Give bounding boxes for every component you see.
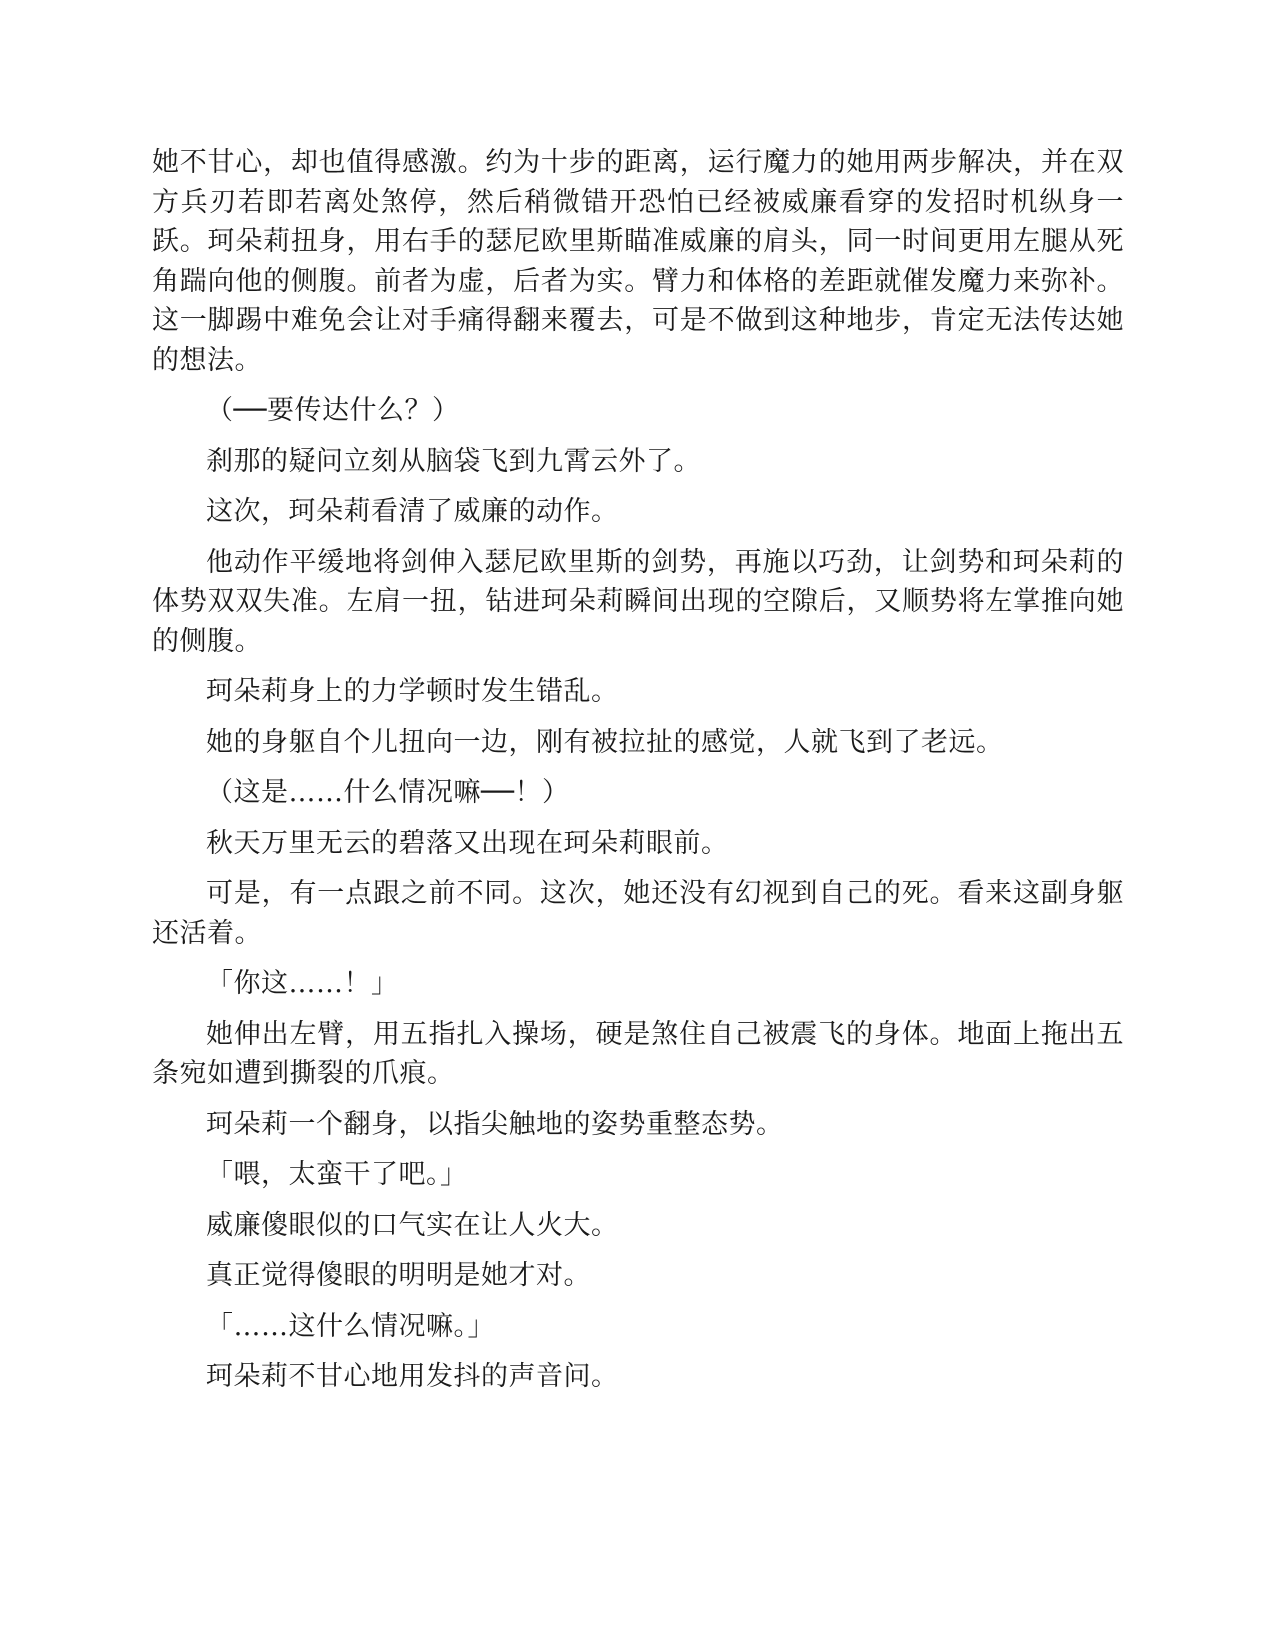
paragraph: 她的身躯自个儿扭向一边，刚有被拉扯的感觉，人就飞到了老远。 xyxy=(206,726,1004,758)
paragraph: 秋天万里无云的碧落又出现在珂朵莉眼前。 xyxy=(206,827,729,859)
paragraph: 她不甘心，却也值得感激。约为十步的距离，运行魔力的她用两步解决，并在双方兵刃若即若离处煞停，然后稍微错开恐怕已经被威廉看穿的发招时机纵身一跃。珂朵莉扭身，用右手的瑟尼欧里斯瞄准威廉的肩头，同一时间更用左腿从死角踹向他的侧腹。前者为虚，后者为实。臂力和体格的差距就催发魔力来弥补。这一脚踢中难免会让对手痛得翻来覆去，可是不做到这种地步，肯定无法传达她的想法。 xyxy=(152,147,1124,376)
paragraph: 真正觉得傻眼的明明是她才对。 xyxy=(206,1260,591,1291)
paragraph: 「你这……！」 xyxy=(206,968,399,999)
paragraph: 珂朵莉一个翻身，以指尖触地的姿势重整态势。 xyxy=(206,1108,784,1140)
paragraph: 这次，珂朵莉看清了威廉的动作。 xyxy=(206,496,619,527)
paragraph: （──要传达什么？） xyxy=(206,395,460,426)
paragraph: 威廉傻眼似的口气实在让人火大。 xyxy=(206,1209,619,1241)
paragraph: 可是，有一点跟之前不同。这次，她还没有幻视到自己的死。看来这副身躯还活着。 xyxy=(152,878,1124,949)
paragraph: 刹那的疑问立刻从脑袋飞到九霄云外了。 xyxy=(206,445,701,477)
paragraph: 珂朵莉身上的力学顿时发生错乱。 xyxy=(206,676,619,707)
paragraph: 珂朵莉不甘心地用发抖的声音问。 xyxy=(206,1361,619,1392)
paragraph: 「……这什么情况嘛。」 xyxy=(206,1310,495,1342)
paragraph: （这是……什么情况嘛──！） xyxy=(206,777,570,808)
paragraph: 他动作平缓地将剑伸入瑟尼欧里斯的剑势，再施以巧劲，让剑势和珂朵莉的体势双双失准。左肩一扭，钻进珂朵莉瞬间出现的空隙后，又顺势将左掌推向她的侧腹。 xyxy=(152,546,1124,657)
paragraph: 她伸出左臂，用五指扎入操场，硬是煞住自己被震飞的身体。地面上拖出五条宛如遭到撕裂的爪痕。 xyxy=(152,1018,1124,1089)
paragraph: 「喂，太蛮干了吧。」 xyxy=(206,1159,468,1190)
document-page xyxy=(152,143,1124,1408)
